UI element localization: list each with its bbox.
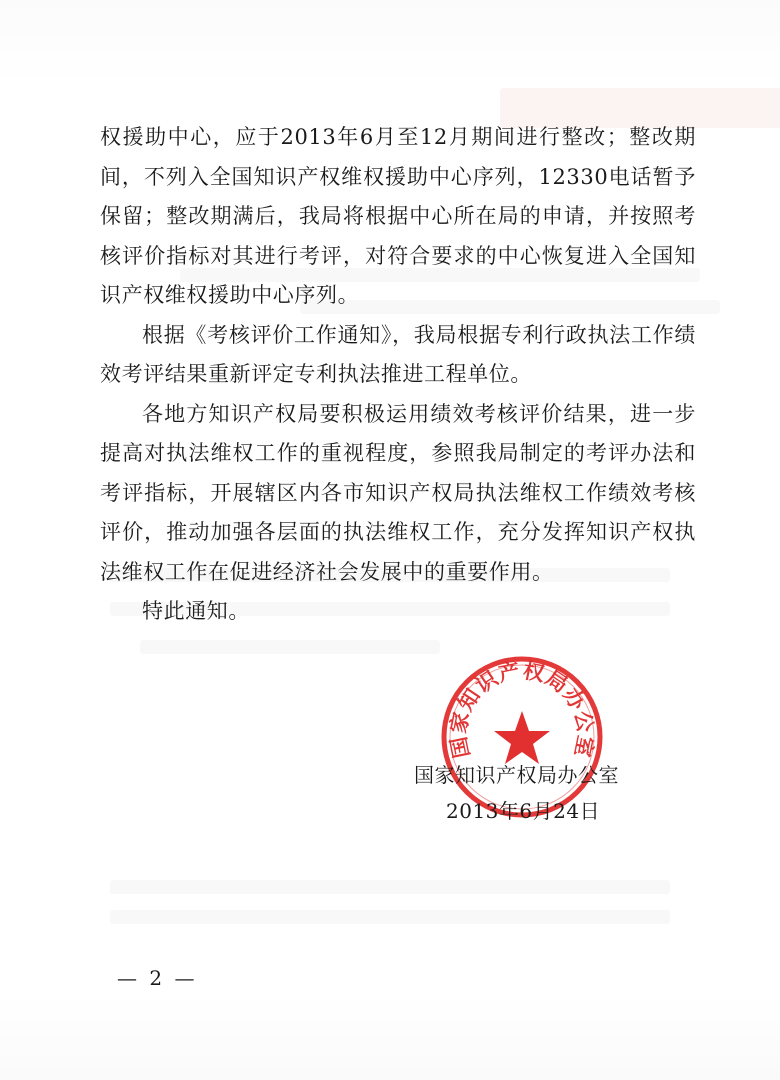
paragraph-closing: 特此通知。 bbox=[142, 599, 250, 623]
paragraph-assessment-notice: 根据《考核评价工作通知》，我局根据专利行政执法工作绩效考评结果重新评定专利执法推进工程单位。 bbox=[100, 322, 696, 386]
page-number: — 2 — bbox=[117, 966, 198, 990]
issuing-organization: 国家知识产权局办公室 bbox=[414, 763, 619, 787]
paragraph-local-offices: 各地方知识产权局要积极运用绩效考核评价结果，进一步提高对执法维权工作的重视程度，参照我局制定的考评办法和考评指标，开展辖区内各市知识产权局执法维权工作绩效考核评价，推动加强各层面的执法维权工作，充分发挥知识产权执法维权工作在促进经济社会发展中的重要作用。 bbox=[100, 401, 696, 584]
seal-text: 国家知识产权局办公室 bbox=[445, 657, 599, 761]
ghost-line bbox=[140, 640, 440, 654]
ghost-line bbox=[110, 880, 670, 894]
issue-date: 2013年6月24日 bbox=[446, 799, 601, 823]
ghost-line bbox=[110, 910, 670, 924]
signature-block bbox=[414, 757, 714, 829]
notice-body bbox=[100, 118, 696, 632]
paragraph-rectification: 权援助中心，应于2013年6月至12月期间进行整改；整改期间，不列入全国知识产权维权援助中心序列，12330电话暂予保留；整改期满后，我局将根据中心所在局的申请，并按照考核评价指标对其进行考评，对符合要求的中心恢复进入全国知识产权维权援助中心序列。 bbox=[100, 125, 696, 307]
